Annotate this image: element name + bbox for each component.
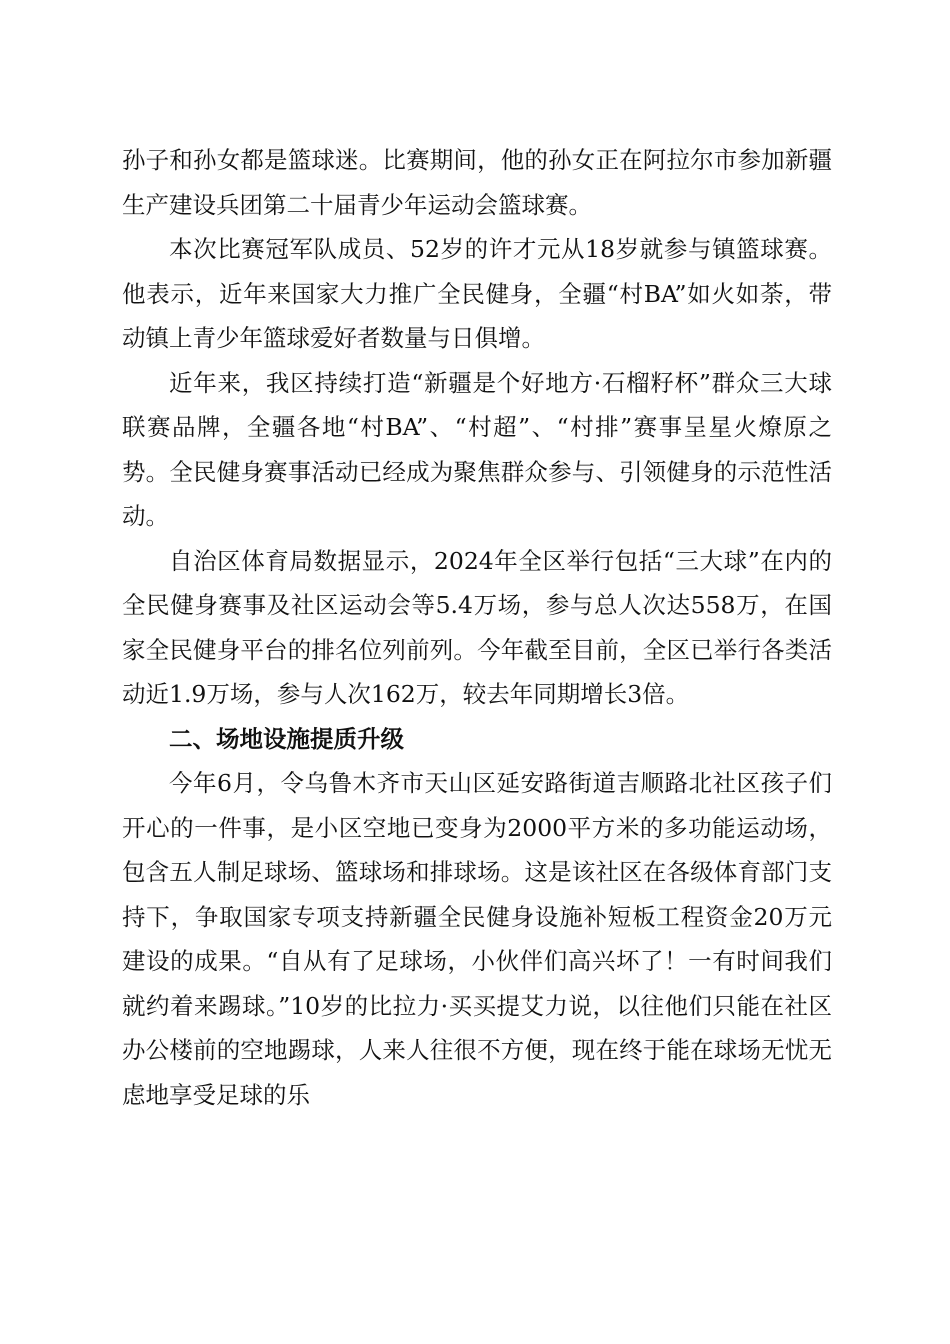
paragraph-sports-statistics: 自治区体育局数据显示，2024年全区举行包括“三大球”在内的全民健身赛事及社区运动会等5.4万场，参与总人次达558万，在国家全民健身平台的排名位列前列。今年截至目前，全区已举行各类活动近1.9万场，参与人次162万，较去年同期增长3倍。 bbox=[122, 546, 832, 708]
section-heading: 二、场地设施提质升级 bbox=[169, 724, 404, 753]
paragraph-league-brand: 近年来，我区持续打造“新疆是个好地方·石榴籽杯”群众三大球联赛品牌，全疆各地“村BA”、“村超”、“村排”赛事呈星火燎原之势。全民健身赛事活动已经成为聚焦群众参与、引领健身的示范性活动。 bbox=[122, 368, 832, 530]
paragraph-champion-player: 本次比赛冠军队成员、52岁的许才元从18岁就参与镇篮球赛。他表示，近年来国家大力推广全民健身，全疆“村BA”如火如荼，带动镇上青少年篮球爱好者数量与日俱增。 bbox=[122, 235, 832, 352]
document-body bbox=[122, 138, 832, 1117]
paragraph-community-field: 今年6月，令乌鲁木齐市天山区延安路街道吉顺路北社区孩子们开心的一件事，是小区空地已变身为2000平方米的多功能运动场，包含五人制足球场、篮球场和排球场。这是该社区在各级体育部门支持下，争取国家专项支持新疆全民健身设施补短板工程资金20万元建设的成果。“自从有了足球场，小伙伴们高兴坏了！一有时间我们就约着来踢球。”10岁的比拉力·买买提艾力说，以往他们只能在社区办公楼前的空地踢球，人来人往很不方便，现在终于能在球场无忧无虑地享受足球的乐 bbox=[122, 769, 832, 1109]
paragraph-continuation: 孙子和孙女都是篮球迷。比赛期间，他的孙女正在阿拉尔市参加新疆生产建设兵团第二十届青少年运动会篮球赛。 bbox=[122, 146, 832, 219]
